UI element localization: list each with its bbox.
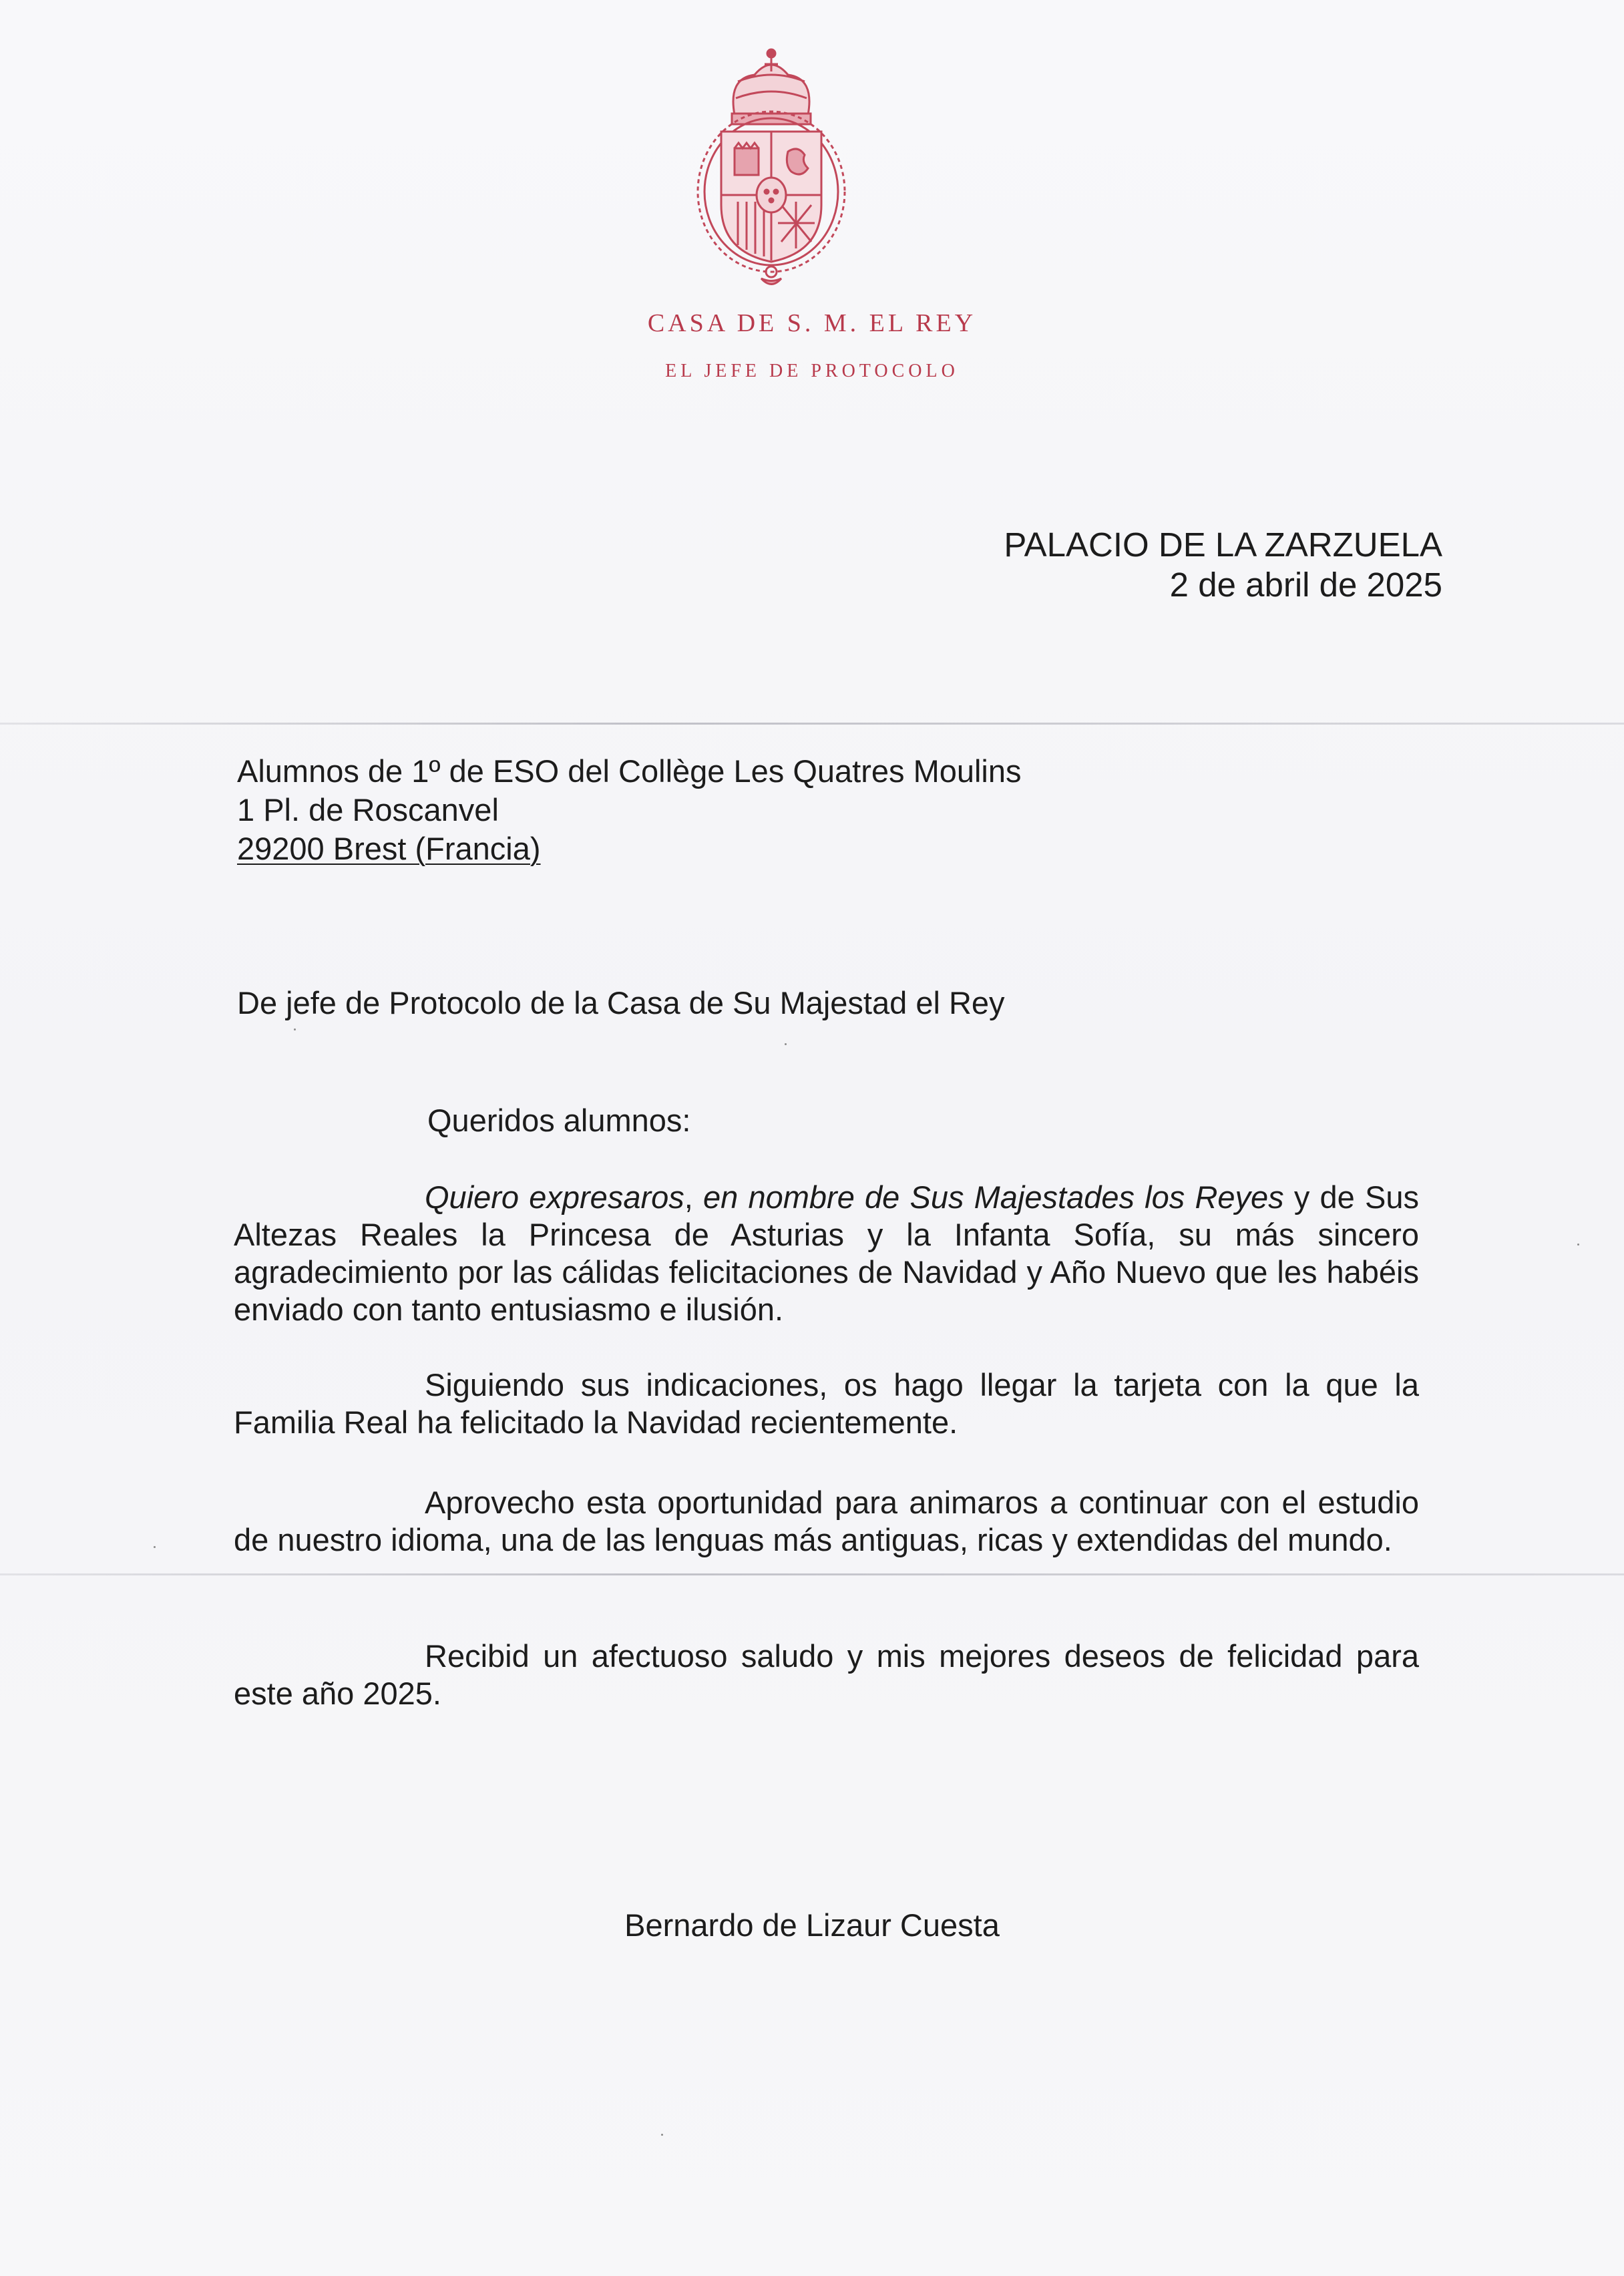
recipient-line-1: Alumnos de 1º de ESO del Collège Les Quatres Moulins bbox=[237, 753, 1022, 789]
paragraph-1-text-1: , bbox=[684, 1179, 704, 1215]
paragraph-1-text-2: y de Sus Altezas Reales la Princesa de Asturias y la Infanta Sofía, su más sincero agradecimiento por las cálidas felicitaciones de Navidad y Año Nuevo que les habéis enviado con tanto entusiasmo e ilusión. bbox=[234, 1179, 1419, 1327]
paragraph-2: Siguiendo sus indicaciones, os hago llegar la tarjeta con la que la Familia Real ha felicitado la Navidad recientemente. bbox=[234, 1367, 1419, 1440]
paragraph-1-italic-2: en nombre de Sus Majestades los Reyes bbox=[703, 1179, 1284, 1215]
salutation: Queridos alumnos: bbox=[427, 1103, 691, 1138]
recipient-line-2: 1 Pl. de Roscanvel bbox=[237, 792, 499, 827]
sender-line: De jefe de Protocolo de la Casa de Su Majestad el Rey bbox=[237, 985, 1005, 1020]
letterhead-house: CASA DE S. M. EL REY bbox=[647, 309, 977, 337]
paper-speck bbox=[154, 1546, 156, 1548]
date: 2 de abril de 2025 bbox=[1169, 566, 1442, 604]
recipient-line-3: 29200 Brest (Francia) bbox=[237, 831, 541, 866]
paper-speck bbox=[785, 1043, 787, 1045]
paper-fold-upper bbox=[0, 723, 1624, 725]
paragraph-3: Aprovecho esta oportunidad para animaros a continuar con el estudio de nuestro idioma, una de las lenguas más antiguas, ricas y extendidas del mundo. bbox=[234, 1485, 1419, 1557]
paper-speck bbox=[1577, 1244, 1579, 1246]
paper-fold-lower bbox=[0, 1573, 1624, 1575]
paragraph-1 bbox=[234, 1179, 1419, 1328]
paper-speck bbox=[661, 2134, 663, 2136]
letterhead-office: EL JEFE DE PROTOCOLO bbox=[665, 361, 959, 381]
recipient-address bbox=[237, 752, 1022, 868]
signature-name: Bernardo de Lizaur Cuesta bbox=[624, 1907, 1000, 1943]
spanish-royal-coat-of-arms-icon bbox=[688, 41, 855, 289]
paragraph-1-italic-1: Quiero expresaros bbox=[425, 1179, 684, 1215]
place-and-date bbox=[1004, 525, 1442, 605]
place: PALACIO DE LA ZARZUELA bbox=[1004, 526, 1442, 564]
paragraph-4: Recibid un afectuoso saludo y mis mejores deseos de felicidad para este año 2025. bbox=[234, 1638, 1419, 1711]
paper-speck bbox=[294, 1028, 296, 1030]
